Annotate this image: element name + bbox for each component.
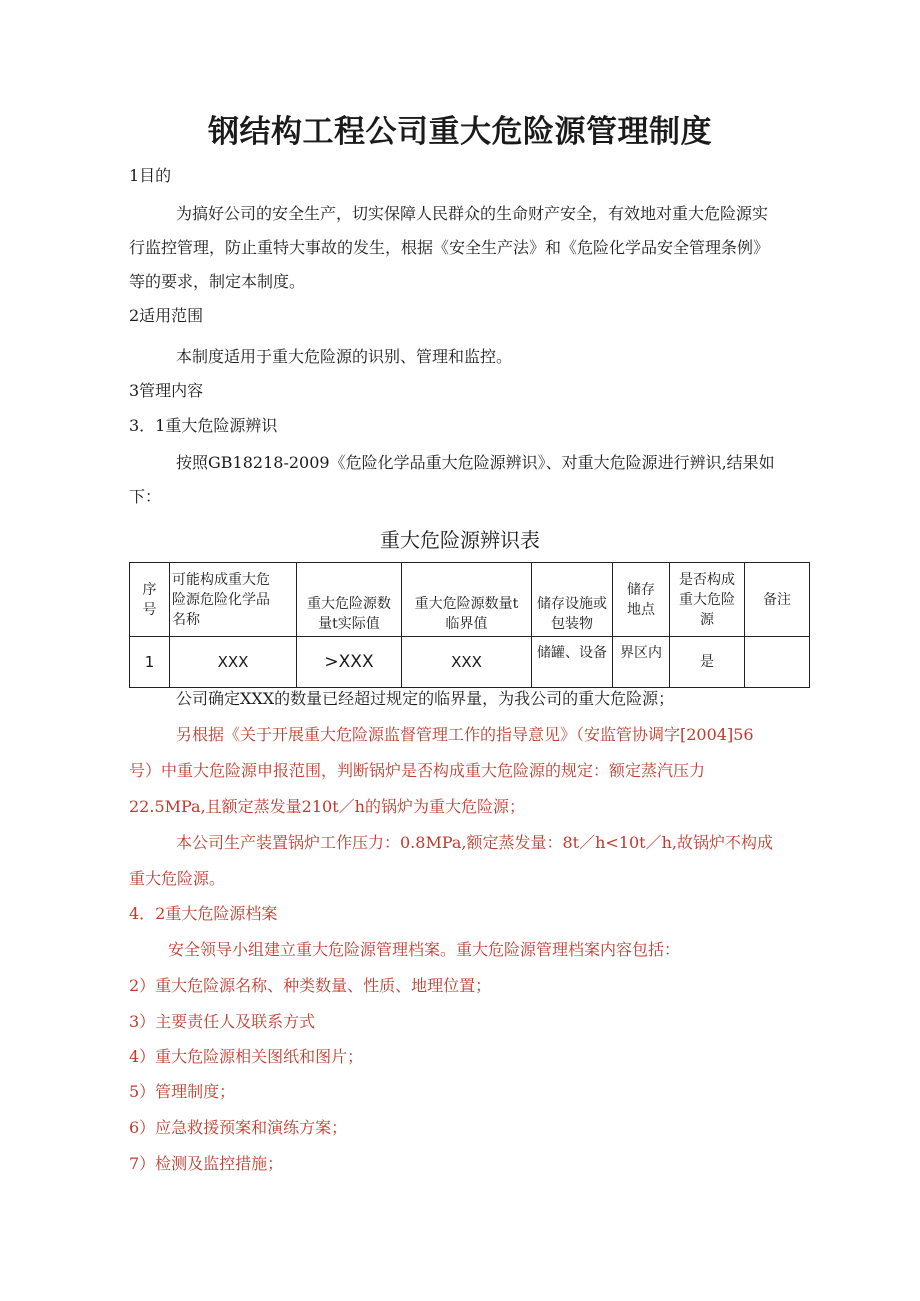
header-line: 险源危险化学品 xyxy=(172,591,270,608)
header-line: 地点 xyxy=(627,601,655,618)
header-line: 重大危险 xyxy=(679,591,735,608)
boiler-assessment-line-2: 重大危险源。 xyxy=(129,869,226,888)
cell-threshold-quantity: XXX xyxy=(402,637,532,688)
header-cell-chemical-name xyxy=(170,563,297,637)
header-cell-storage-location xyxy=(613,563,670,637)
conclusion-paragraph: 公司确定XXX的数量已经超过规定的临界量，为我公司的重大危险源； xyxy=(176,689,675,708)
table-header-row xyxy=(130,563,810,637)
section-3-paragraph-line-2: 下： xyxy=(129,487,162,506)
cell-actual-quantity: >XXX xyxy=(297,637,402,688)
archive-item: 2）重大危险源名称、种类数量、性质、地理位置； xyxy=(129,976,492,995)
archive-intro: 安全领导小组建立重大危险源管理档案。重大危险源管理档案内容包括： xyxy=(168,940,681,959)
boiler-criteria-line-1: 另根据《关于开展重大危险源监督管理工作的指导意见》（安监管协调字[2004]56 xyxy=(176,725,754,744)
section-1-paragraph-line-2: 行监控管理，防止重特大事故的发生，根据《安全生产法》和《危险化学品安全管理条例》 xyxy=(129,238,770,257)
section-3-1-heading: 3．1重大危险源辨识 xyxy=(129,416,278,435)
section-2-paragraph: 本制度适用于重大危险源的识别、管理和监控。 xyxy=(176,347,513,366)
archive-item: 4）重大危险源相关图纸和图片； xyxy=(129,1047,364,1066)
section-1-paragraph-line-3: 等的要求，制定本制度。 xyxy=(129,272,306,291)
cell-storage-location: 界区内 xyxy=(613,637,670,688)
page-title: 钢结构工程公司重大危险源管理制度 xyxy=(208,114,712,150)
header-line: 重大危险源数 xyxy=(307,596,391,612)
header-line: 源 xyxy=(700,611,714,628)
header-line: 可能构成重大危 xyxy=(172,571,270,588)
header-line: 序 xyxy=(142,581,157,598)
header-line: 重大危险源数量t xyxy=(414,596,519,612)
cell-is-major-hazard: 是 xyxy=(670,637,745,688)
header-cell-threshold-quantity xyxy=(402,563,532,637)
header-line: 储存设施或 xyxy=(537,596,607,612)
header-line: 储存 xyxy=(627,581,655,598)
header-line: 包装物 xyxy=(551,616,593,632)
cell-index: 1 xyxy=(130,637,170,688)
section-1-paragraph-line-1: 为搞好公司的安全生产，切实保障人民群众的生命财产安全，有效地对重大危险源实 xyxy=(176,204,769,223)
archive-item: 7）检测及监控措施； xyxy=(129,1154,284,1173)
header-line: 名称 xyxy=(172,611,200,628)
header-line: 备注 xyxy=(763,591,791,608)
header-line: 号 xyxy=(142,601,157,618)
table-caption: 重大危险源辨识表 xyxy=(380,528,540,552)
cell-remarks xyxy=(745,637,810,688)
header-cell-index xyxy=(130,563,170,637)
boiler-criteria-line-2: 号）中重大危险源申报范围，判断锅炉是否构成重大危险源的规定：额定蒸汽压力 xyxy=(129,761,706,780)
section-3-heading: 3管理内容 xyxy=(129,381,204,400)
table-row xyxy=(130,637,810,688)
header-line: 是否构成 xyxy=(679,571,735,588)
archive-item: 3）主要责任人及联系方式 xyxy=(129,1012,316,1031)
boiler-criteria-line-3: 22.5MPa,且额定蒸发量210t／h的锅炉为重大危险源； xyxy=(129,797,525,816)
section-2-heading: 2适用范围 xyxy=(129,306,204,325)
section-1-heading: 1目的 xyxy=(129,166,172,185)
boiler-assessment-line-1: 本公司生产装置锅炉工作压力：0.8MPa,额定蒸发量：8t／h<10t／h,故锅炉不构成 xyxy=(176,833,774,852)
header-cell-storage-facility xyxy=(532,563,613,637)
header-line: 量t实际值 xyxy=(318,616,380,632)
cell-chemical-name: XXX xyxy=(170,637,297,688)
header-cell-remarks xyxy=(745,563,810,637)
archive-item: 5）管理制度； xyxy=(129,1082,236,1101)
section-4-2-heading: 4．2重大危险源档案 xyxy=(129,904,278,923)
header-cell-is-major-hazard xyxy=(670,563,745,637)
header-line: 临界值 xyxy=(445,616,488,632)
section-3-paragraph-line-1: 按照GB18218-2009《危险化学品重大危险源辨识》、对重大危险源进行辨识,结果如 xyxy=(176,453,775,472)
archive-item: 6）应急救援预案和演练方案； xyxy=(129,1118,348,1137)
cell-storage-facility: 储罐、设备 xyxy=(532,637,613,688)
header-cell-actual-quantity xyxy=(297,563,402,637)
hazard-identification-table xyxy=(129,562,810,688)
